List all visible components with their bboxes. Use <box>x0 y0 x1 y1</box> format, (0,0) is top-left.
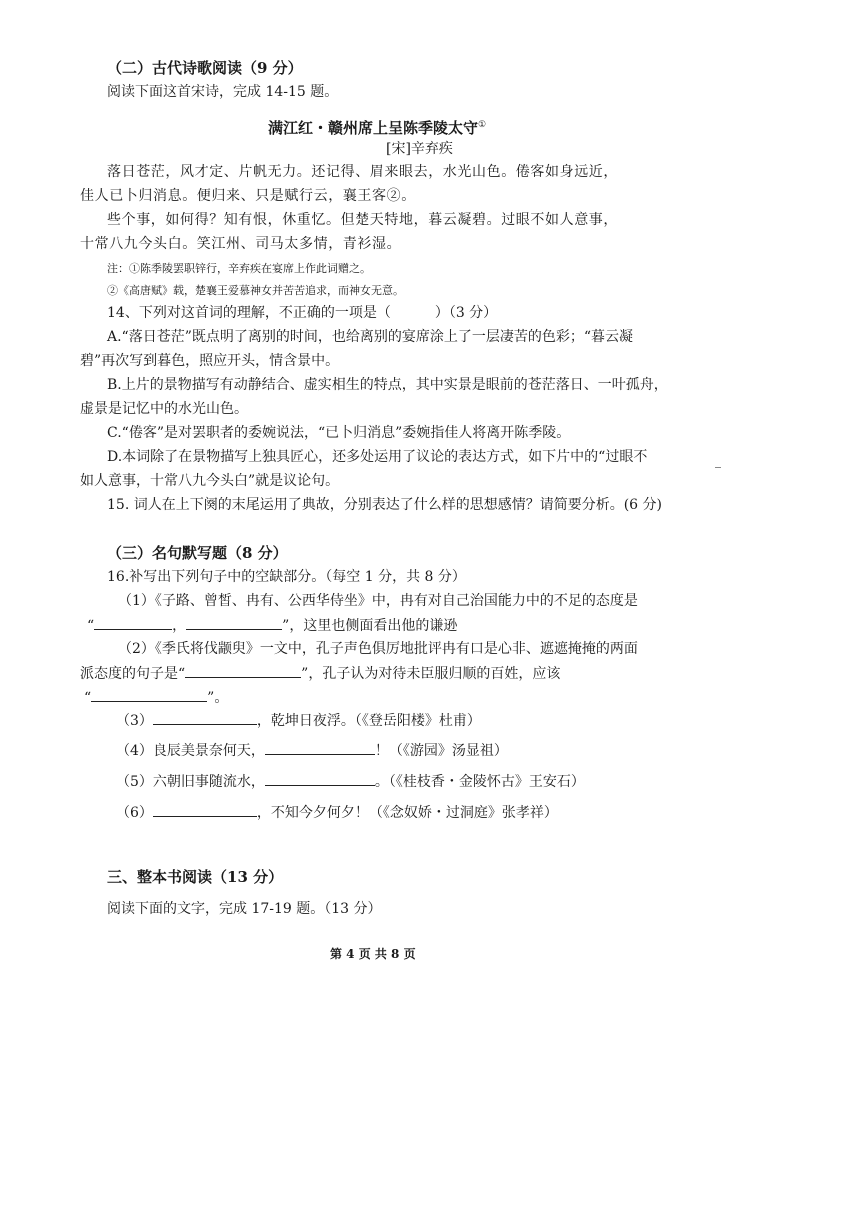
answer-blank[interactable] <box>94 615 172 630</box>
poem-title-footnote-mark: ① <box>478 120 487 130</box>
poem-note: ②《高唐赋》载，楚襄王爱慕神女并苦苦追求，而神女无意。 <box>107 284 404 297</box>
question-14-stem: 14、下列对这首词的理解，不正确的一项是（ ）（3 分） <box>107 305 498 321</box>
answer-blank[interactable] <box>265 771 375 786</box>
answer-blank[interactable] <box>265 740 375 755</box>
q16-item-5: （5）六朝旧事随流水， 。（《桂枝香・金陵怀古》王安石） <box>116 771 585 792</box>
poetry-section-heading: （二）古代诗歌阅读（9 分） <box>107 59 303 77</box>
book-section-heading: 三、整本书阅读（13 分） <box>107 868 284 886</box>
q14-option-b: B.上片的景物描写有动静结合、虚实相生的特点，其中实景是眼前的苍茫落日、一叶孤舟， <box>107 377 668 393</box>
poem-line: 落日苍茫，风才定、片帆无力。还记得、眉来眼去，水光山色。倦客如身远近， <box>107 164 618 180</box>
poem-line: 佳人已卜归消息。便归来、只是赋行云，襄王客②。 <box>80 188 416 204</box>
question-15: 15. 词人在上下阕的末尾运用了典故，分别表达了什么样的思想感情？请简要分析。(6 分) <box>107 497 662 513</box>
q14-option-d-cont: 如人意事，十常八九今头白”就是议论句。 <box>80 473 340 489</box>
quotes-section-heading: （三）名句默写题（8 分） <box>107 544 288 562</box>
question-16: 16.补写出下列句子中的空缺部分。（每空 1 分，共 8 分） <box>107 569 466 585</box>
q16-item-2: （2）《季氏将伐颛臾》一文中，孔子声色俱厉地批评冉有口是心非、遮遮掩掩的两面 <box>118 641 638 657</box>
scan-mark <box>715 467 721 468</box>
poem-title: 满江红・赣州席上呈陈季陵太守① <box>268 119 487 137</box>
q16-item-6: （6） ，不知今夕何夕！（《念奴娇・过洞庭》张孝祥） <box>116 802 558 823</box>
book-instruction: 阅读下面的文字，完成 17-19 题。（13 分） <box>107 901 382 917</box>
q16-item-4: （4）良辰美景奈何天， ！（《游园》汤显祖） <box>116 740 508 761</box>
q16-item-3: （3） ，乾坤日夜浮。（《登岳阳楼》杜甫） <box>116 710 481 731</box>
poem-line: 十常八九今头白。笑江州、司马太多情，青衫湿。 <box>80 236 402 252</box>
poem-note: 注：①陈季陵罢职锌行，辛弃疾在宴席上作此词赠之。 <box>107 262 371 275</box>
answer-blank[interactable] <box>153 710 257 725</box>
q16-item-2-line3: “ ”。 <box>84 687 228 708</box>
page-footer: 第 4 页 共 8 页 <box>330 947 416 961</box>
q14-option-c: C.“倦客”是对罢职者的委婉说法，“已卜归消息”委婉指佳人将离开陈季陵。 <box>107 425 571 441</box>
answer-blank[interactable] <box>186 615 282 630</box>
answer-blank[interactable] <box>91 687 207 702</box>
q14-option-b-cont: 虚景是记忆中的水光山色。 <box>80 401 248 417</box>
q16-item-1-blanks: “ ， ”，这里也侧面看出他的谦逊 <box>87 615 457 636</box>
q14-option-a-cont: 碧”再次写到暮色，照应开头，情含景中。 <box>80 353 340 369</box>
poetry-instruction: 阅读下面这首宋诗，完成 14-15 题。 <box>107 84 339 100</box>
answer-blank[interactable] <box>185 663 301 678</box>
poem-line: 些个事，如何得？知有恨，休重忆。但楚天特地，暮云凝碧。过眼不如人意事， <box>107 212 618 228</box>
answer-blank[interactable] <box>153 802 257 817</box>
q14-option-a: A.“落日苍茫”既点明了离别的时间，也给离别的宴席涂上了一层凄苦的色彩；“暮云凝 <box>107 329 634 345</box>
poem-author: [宋]辛弃疾 <box>386 141 453 157</box>
q16-item-1: （1）《子路、曾皙、冉有、公西华侍坐》中，冉有对自己治国能力中的不足的态度是 <box>118 593 638 609</box>
q14-option-d: D.本词除了在景物描写上独具匠心，还多处运用了议论的表达方式，如下片中的“过眼不 <box>107 449 648 465</box>
q16-item-2-line2: 派态度的句子是“ ”，孔子认为对待未臣服归顺的百姓，应该 <box>80 663 560 684</box>
